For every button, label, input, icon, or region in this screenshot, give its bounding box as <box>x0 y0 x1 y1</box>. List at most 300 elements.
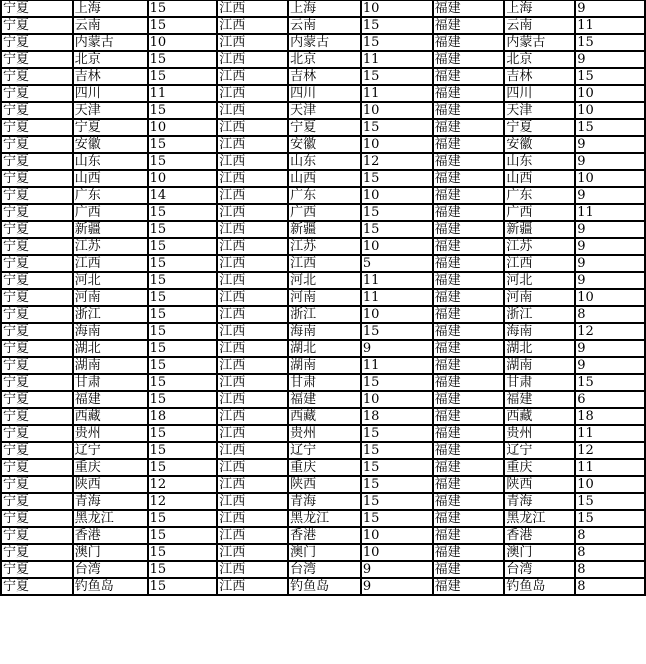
table-cell: 15 <box>575 493 645 510</box>
table-cell: 甘肃 <box>288 374 361 391</box>
table-cell: 9 <box>575 51 645 68</box>
table-cell: 贵州 <box>288 425 361 442</box>
table-cell: 广东 <box>73 187 148 204</box>
table-cell: 15 <box>361 170 433 187</box>
table-cell: 江西 <box>73 255 148 272</box>
table-row <box>1 221 645 238</box>
table-cell: 福建 <box>433 68 505 85</box>
table-cell: 黑龙江 <box>288 510 361 527</box>
table-cell: 江西 <box>217 153 288 170</box>
table-cell: 15 <box>148 17 218 34</box>
table-cell: 15 <box>148 510 218 527</box>
table-cell: 湖南 <box>73 357 148 374</box>
table-cell: 新疆 <box>288 221 361 238</box>
table-cell: 8 <box>575 306 645 323</box>
table-cell: 澳门 <box>288 544 361 561</box>
table-row <box>1 17 645 34</box>
table-cell: 15 <box>148 0 218 17</box>
table-cell: 15 <box>575 119 645 136</box>
table-cell: 海南 <box>73 323 148 340</box>
table-cell: 新疆 <box>504 221 575 238</box>
table-cell: 宁夏 <box>1 34 73 51</box>
table-cell: 内蒙古 <box>504 34 575 51</box>
table-cell: 江西 <box>217 476 288 493</box>
table-cell: 内蒙古 <box>288 34 361 51</box>
table-cell: 宁夏 <box>1 408 73 425</box>
table-cell: 新疆 <box>73 221 148 238</box>
table-cell: 福建 <box>73 391 148 408</box>
table-cell: 福建 <box>288 391 361 408</box>
table-cell: 11 <box>575 425 645 442</box>
table-cell: 台湾 <box>73 561 148 578</box>
table-cell: 河南 <box>504 289 575 306</box>
table-cell: 江西 <box>217 323 288 340</box>
table-cell: 广西 <box>73 204 148 221</box>
table-row <box>1 561 645 578</box>
table-cell: 安徽 <box>288 136 361 153</box>
table-cell: 10 <box>148 34 218 51</box>
table-row <box>1 0 645 17</box>
table-cell: 台湾 <box>504 561 575 578</box>
table-cell: 广西 <box>504 204 575 221</box>
table-cell: 宁夏 <box>1 119 73 136</box>
table-cell: 12 <box>361 153 433 170</box>
table-cell: 江西 <box>217 374 288 391</box>
table-cell: 宁夏 <box>1 306 73 323</box>
table-cell: 云南 <box>504 17 575 34</box>
table-cell: 吉林 <box>288 68 361 85</box>
table-cell: 15 <box>148 442 218 459</box>
table-cell: 宁夏 <box>504 119 575 136</box>
table-cell: 15 <box>361 17 433 34</box>
table-cell: 湖南 <box>288 357 361 374</box>
table-cell: 9 <box>575 136 645 153</box>
table-cell: 湖北 <box>73 340 148 357</box>
table-cell: 江西 <box>288 255 361 272</box>
table-row <box>1 238 645 255</box>
table-cell: 11 <box>361 51 433 68</box>
table-cell: 9 <box>575 340 645 357</box>
table-cell: 江西 <box>217 255 288 272</box>
table-cell: 宁夏 <box>1 459 73 476</box>
table-cell: 贵州 <box>73 425 148 442</box>
table-cell: 15 <box>148 272 218 289</box>
table-cell: 福建 <box>433 459 505 476</box>
table-cell: 香港 <box>504 527 575 544</box>
table-cell: 15 <box>361 68 433 85</box>
table-cell: 9 <box>361 561 433 578</box>
table-cell: 福建 <box>433 544 505 561</box>
table-cell: 15 <box>148 578 218 595</box>
table-cell: 陕西 <box>73 476 148 493</box>
table-cell: 江西 <box>217 204 288 221</box>
table-cell: 15 <box>148 153 218 170</box>
table-cell: 宁夏 <box>1 493 73 510</box>
table-cell: 宁夏 <box>1 204 73 221</box>
table-cell: 黑龙江 <box>73 510 148 527</box>
table-cell: 江西 <box>217 544 288 561</box>
table-cell: 10 <box>148 170 218 187</box>
table-cell: 福建 <box>433 238 505 255</box>
table-cell: 宁夏 <box>1 289 73 306</box>
table-cell: 宁夏 <box>1 85 73 102</box>
table-cell: 海南 <box>288 323 361 340</box>
table-cell: 江西 <box>217 493 288 510</box>
table-cell: 辽宁 <box>73 442 148 459</box>
table-cell: 北京 <box>73 51 148 68</box>
table-cell: 安徽 <box>504 136 575 153</box>
table-cell: 西藏 <box>288 408 361 425</box>
table-cell: 宁夏 <box>1 510 73 527</box>
table-cell: 江西 <box>217 187 288 204</box>
table-cell: 浙江 <box>73 306 148 323</box>
table-cell: 福建 <box>433 374 505 391</box>
table-cell: 吉林 <box>73 68 148 85</box>
table-cell: 钓鱼岛 <box>288 578 361 595</box>
table-cell: 福建 <box>433 510 505 527</box>
table-cell: 宁夏 <box>1 425 73 442</box>
table-cell: 9 <box>575 221 645 238</box>
table-cell: 15 <box>148 357 218 374</box>
table-cell: 宁夏 <box>1 442 73 459</box>
table-cell: 江苏 <box>73 238 148 255</box>
table-row <box>1 272 645 289</box>
table-cell: 福建 <box>433 391 505 408</box>
table-cell: 11 <box>148 85 218 102</box>
table-cell: 宁夏 <box>1 102 73 119</box>
table-cell: 福建 <box>433 272 505 289</box>
table-cell: 上海 <box>73 0 148 17</box>
table-row <box>1 476 645 493</box>
table-row <box>1 527 645 544</box>
table-cell: 8 <box>575 578 645 595</box>
table-cell: 9 <box>575 238 645 255</box>
table-row <box>1 204 645 221</box>
table-cell: 11 <box>575 204 645 221</box>
table-cell: 福建 <box>433 493 505 510</box>
table-cell: 重庆 <box>73 459 148 476</box>
table-cell: 10 <box>575 170 645 187</box>
table-row <box>1 289 645 306</box>
table-cell: 9 <box>361 578 433 595</box>
table-cell: 陕西 <box>288 476 361 493</box>
table-row <box>1 255 645 272</box>
table-cell: 15 <box>361 323 433 340</box>
table-cell: 9 <box>361 340 433 357</box>
table-cell: 陕西 <box>504 476 575 493</box>
table-cell: 宁夏 <box>1 255 73 272</box>
table-cell: 江西 <box>217 221 288 238</box>
table-cell: 西藏 <box>73 408 148 425</box>
table-cell: 15 <box>361 374 433 391</box>
table-cell: 宁夏 <box>1 357 73 374</box>
table-cell: 10 <box>575 102 645 119</box>
table-cell: 福建 <box>433 442 505 459</box>
table-cell: 江西 <box>217 85 288 102</box>
table-cell: 山东 <box>288 153 361 170</box>
table-cell: 15 <box>148 306 218 323</box>
table-cell: 15 <box>148 255 218 272</box>
table-cell: 江西 <box>217 289 288 306</box>
table-row <box>1 408 645 425</box>
table-cell: 宁夏 <box>1 17 73 34</box>
table-cell: 15 <box>148 374 218 391</box>
table-cell: 福建 <box>433 561 505 578</box>
table-cell: 宁夏 <box>73 119 148 136</box>
table-cell: 10 <box>575 85 645 102</box>
table-cell: 上海 <box>288 0 361 17</box>
table-row <box>1 391 645 408</box>
table-cell: 香港 <box>73 527 148 544</box>
table-cell: 四川 <box>504 85 575 102</box>
table-cell: 宁夏 <box>1 340 73 357</box>
table-cell: 15 <box>361 493 433 510</box>
table-cell: 台湾 <box>288 561 361 578</box>
table-cell: 15 <box>361 221 433 238</box>
table-row <box>1 459 645 476</box>
table-cell: 海南 <box>504 323 575 340</box>
table-cell: 云南 <box>288 17 361 34</box>
table-cell: 15 <box>575 68 645 85</box>
table-cell: 宁夏 <box>1 68 73 85</box>
table-cell: 9 <box>575 187 645 204</box>
table-cell: 15 <box>361 204 433 221</box>
table-cell: 广东 <box>288 187 361 204</box>
table-cell: 15 <box>361 119 433 136</box>
table-cell: 江西 <box>217 272 288 289</box>
table-cell: 甘肃 <box>504 374 575 391</box>
table-cell: 宁夏 <box>1 561 73 578</box>
table-cell: 11 <box>575 459 645 476</box>
table-cell: 香港 <box>288 527 361 544</box>
table-cell: 河北 <box>288 272 361 289</box>
table-cell: 15 <box>148 289 218 306</box>
table-cell: 青海 <box>504 493 575 510</box>
table-cell: 14 <box>148 187 218 204</box>
table-cell: 宁夏 <box>1 170 73 187</box>
table-row <box>1 544 645 561</box>
table-cell: 宁夏 <box>1 0 73 17</box>
table-cell: 重庆 <box>504 459 575 476</box>
table-cell: 福建 <box>504 391 575 408</box>
table-cell: 10 <box>361 136 433 153</box>
table-cell: 11 <box>575 17 645 34</box>
table-cell: 15 <box>148 221 218 238</box>
table-cell: 福建 <box>433 323 505 340</box>
table-cell: 18 <box>575 408 645 425</box>
table-cell: 钓鱼岛 <box>73 578 148 595</box>
table-body <box>1 0 645 595</box>
table-cell: 江西 <box>217 68 288 85</box>
table-cell: 10 <box>148 119 218 136</box>
table-cell: 江西 <box>217 306 288 323</box>
table-cell: 12 <box>575 323 645 340</box>
table-cell: 福建 <box>433 527 505 544</box>
table-cell: 11 <box>361 272 433 289</box>
table-cell: 18 <box>361 408 433 425</box>
table-cell: 广西 <box>288 204 361 221</box>
table-cell: 北京 <box>504 51 575 68</box>
table-cell: 福建 <box>433 34 505 51</box>
table-cell: 10 <box>361 306 433 323</box>
table-cell: 福建 <box>433 425 505 442</box>
table-cell: 福建 <box>433 476 505 493</box>
table-cell: 宁夏 <box>1 544 73 561</box>
table-cell: 9 <box>575 255 645 272</box>
table-cell: 上海 <box>504 0 575 17</box>
table-cell: 青海 <box>73 493 148 510</box>
table-cell: 18 <box>148 408 218 425</box>
table-cell: 10 <box>361 102 433 119</box>
table-cell: 辽宁 <box>288 442 361 459</box>
table-cell: 江西 <box>217 408 288 425</box>
table-cell: 15 <box>148 102 218 119</box>
table-cell: 15 <box>148 68 218 85</box>
table-cell: 宁夏 <box>1 374 73 391</box>
table-cell: 福建 <box>433 119 505 136</box>
table-cell: 浙江 <box>504 306 575 323</box>
table-cell: 宁夏 <box>1 187 73 204</box>
table-cell: 10 <box>361 187 433 204</box>
table-cell: 山西 <box>504 170 575 187</box>
table-cell: 15 <box>148 561 218 578</box>
table-cell: 黑龙江 <box>504 510 575 527</box>
table-cell: 10 <box>361 391 433 408</box>
table-row <box>1 170 645 187</box>
table-cell: 河北 <box>73 272 148 289</box>
table-row <box>1 85 645 102</box>
table-cell: 江西 <box>217 357 288 374</box>
table-cell: 福建 <box>433 136 505 153</box>
table-cell: 10 <box>575 476 645 493</box>
table-cell: 福建 <box>433 187 505 204</box>
table-cell: 江西 <box>217 510 288 527</box>
table-cell: 10 <box>361 0 433 17</box>
table-cell: 15 <box>148 51 218 68</box>
table-cell: 15 <box>575 34 645 51</box>
table-cell: 河北 <box>504 272 575 289</box>
table-cell: 福建 <box>433 17 505 34</box>
table-row <box>1 340 645 357</box>
table-cell: 15 <box>361 34 433 51</box>
table-cell: 江西 <box>217 119 288 136</box>
table-cell: 江西 <box>217 527 288 544</box>
table-cell: 吉林 <box>504 68 575 85</box>
table-cell: 15 <box>148 425 218 442</box>
table-cell: 宁夏 <box>1 391 73 408</box>
table-cell: 15 <box>361 442 433 459</box>
table-row <box>1 510 645 527</box>
table-cell: 福建 <box>433 340 505 357</box>
table-cell: 云南 <box>73 17 148 34</box>
table-cell: 江西 <box>217 425 288 442</box>
table-cell: 江西 <box>217 238 288 255</box>
table-cell: 江西 <box>217 442 288 459</box>
table-cell: 15 <box>361 476 433 493</box>
table-cell: 北京 <box>288 51 361 68</box>
table-cell: 15 <box>361 510 433 527</box>
table-cell: 8 <box>575 544 645 561</box>
table-cell: 宁夏 <box>1 221 73 238</box>
table-cell: 山西 <box>73 170 148 187</box>
table-cell: 天津 <box>73 102 148 119</box>
table-cell: 15 <box>148 459 218 476</box>
table-cell: 福建 <box>433 170 505 187</box>
table-cell: 15 <box>148 238 218 255</box>
table-cell: 福建 <box>433 289 505 306</box>
table-cell: 湖北 <box>504 340 575 357</box>
table-row <box>1 68 645 85</box>
table-cell: 10 <box>361 544 433 561</box>
table-cell: 15 <box>148 391 218 408</box>
table-cell: 甘肃 <box>73 374 148 391</box>
table-cell: 江西 <box>217 17 288 34</box>
table-cell: 宁夏 <box>1 238 73 255</box>
table-cell: 福建 <box>433 578 505 595</box>
table-cell: 江西 <box>217 170 288 187</box>
table-row <box>1 34 645 51</box>
table-cell: 宁夏 <box>1 476 73 493</box>
table-row <box>1 136 645 153</box>
table-row <box>1 102 645 119</box>
table-row <box>1 374 645 391</box>
table-cell: 内蒙古 <box>73 34 148 51</box>
table-cell: 湖北 <box>288 340 361 357</box>
table-cell: 10 <box>361 527 433 544</box>
table-cell: 江西 <box>217 0 288 17</box>
table-cell: 贵州 <box>504 425 575 442</box>
table-cell: 广东 <box>504 187 575 204</box>
table-cell: 江西 <box>217 340 288 357</box>
table-cell: 山东 <box>73 153 148 170</box>
table-cell: 山西 <box>288 170 361 187</box>
table-cell: 宁夏 <box>288 119 361 136</box>
table-cell: 15 <box>148 204 218 221</box>
table-cell: 钓鱼岛 <box>504 578 575 595</box>
table-cell: 15 <box>148 323 218 340</box>
table-cell: 12 <box>148 493 218 510</box>
table-cell: 5 <box>361 255 433 272</box>
table-row <box>1 493 645 510</box>
table-cell: 天津 <box>288 102 361 119</box>
table-cell: 10 <box>361 238 433 255</box>
table-cell: 宁夏 <box>1 51 73 68</box>
table-cell: 宁夏 <box>1 578 73 595</box>
table-cell: 福建 <box>433 0 505 17</box>
table-cell: 江西 <box>217 102 288 119</box>
table-cell: 9 <box>575 272 645 289</box>
table-cell: 江西 <box>217 459 288 476</box>
table-cell: 15 <box>361 459 433 476</box>
table-cell: 6 <box>575 391 645 408</box>
table-row <box>1 51 645 68</box>
table-cell: 澳门 <box>504 544 575 561</box>
table-row <box>1 425 645 442</box>
table-cell: 青海 <box>288 493 361 510</box>
table-cell: 重庆 <box>288 459 361 476</box>
table-cell: 宁夏 <box>1 527 73 544</box>
table-cell: 四川 <box>73 85 148 102</box>
table-row <box>1 153 645 170</box>
table-cell: 15 <box>148 136 218 153</box>
table-cell: 山东 <box>504 153 575 170</box>
table-cell: 江西 <box>217 51 288 68</box>
table-cell: 澳门 <box>73 544 148 561</box>
table-cell: 9 <box>575 0 645 17</box>
table-cell: 福建 <box>433 255 505 272</box>
table-cell: 15 <box>575 374 645 391</box>
table-cell: 江西 <box>217 136 288 153</box>
